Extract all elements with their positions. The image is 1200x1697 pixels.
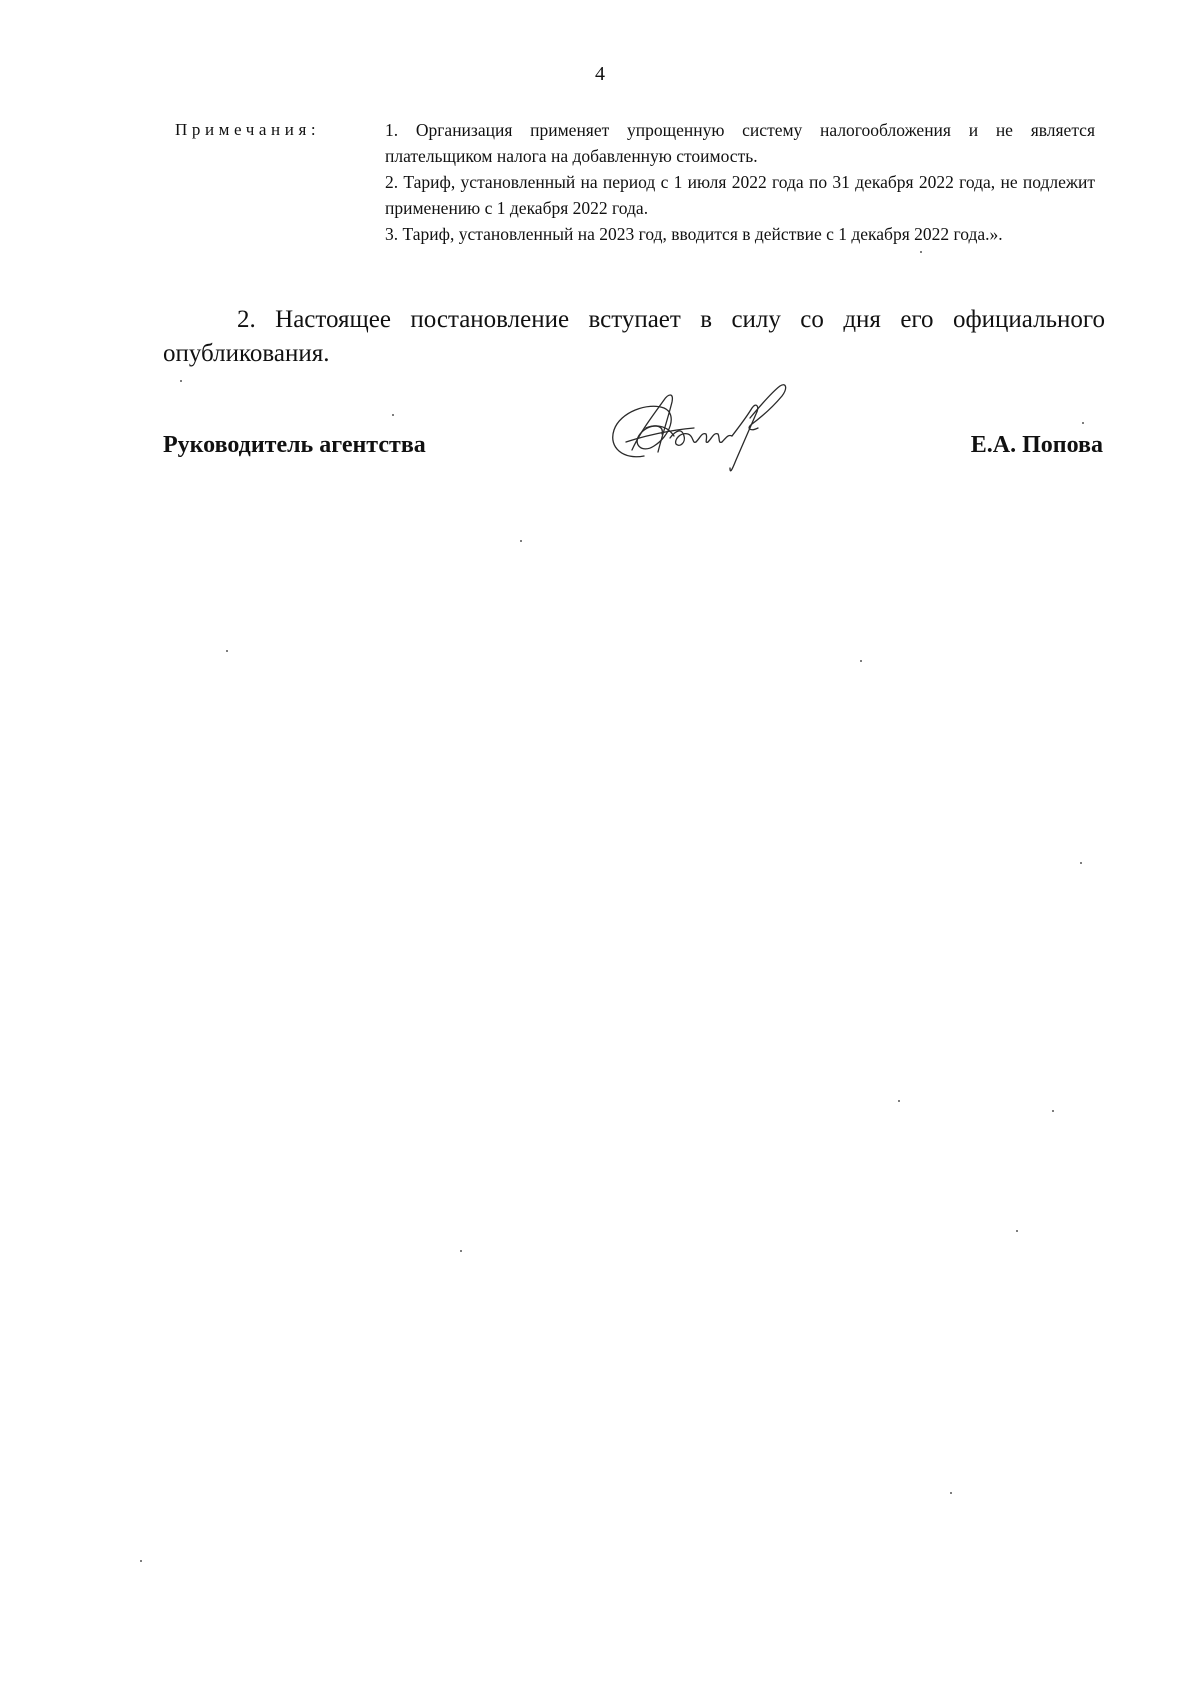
note-item-2: 2. Тариф, установленный на период с 1 июля 2022 года по 31 декабря 2022 года, не подлежит применению с 1 декабря 2022 года. xyxy=(385,172,1095,218)
handwritten-signature xyxy=(604,378,804,478)
scan-speck xyxy=(950,1492,952,1494)
scan-speck xyxy=(180,380,182,382)
note-item-3: 3. Тариф, установленный на 2023 год, вводится в действие с 1 декабря 2022 года.». xyxy=(385,224,1003,244)
scan-speck xyxy=(1080,862,1082,864)
scan-speck xyxy=(920,251,922,253)
scan-speck xyxy=(860,660,862,662)
signer-name: Е.А. Попова xyxy=(970,432,1103,458)
signer-position: Руководитель агентства xyxy=(163,432,426,458)
notes-label: Примечания: xyxy=(175,120,321,139)
note-item-1: 1. Организация применяет упрощенную систему налогообложения и не является плательщиком налога на добавленную стоимость. xyxy=(385,120,1095,166)
scan-speck xyxy=(1016,1230,1018,1232)
scan-speck xyxy=(460,1250,462,1252)
notes-list xyxy=(385,117,1095,247)
scan-speck xyxy=(1082,422,1084,424)
effective-date-paragraph: 2. Настоящее постановление вступает в силу со дня его официального опубликования. xyxy=(163,306,1105,367)
scan-speck xyxy=(140,1560,142,1562)
scan-speck xyxy=(520,540,522,542)
page-number: 4 xyxy=(595,63,605,85)
notes-section xyxy=(175,117,1100,277)
scan-speck xyxy=(392,414,394,416)
scan-speck xyxy=(226,650,228,652)
scan-speck xyxy=(898,1100,900,1102)
scan-speck xyxy=(1052,1110,1054,1112)
